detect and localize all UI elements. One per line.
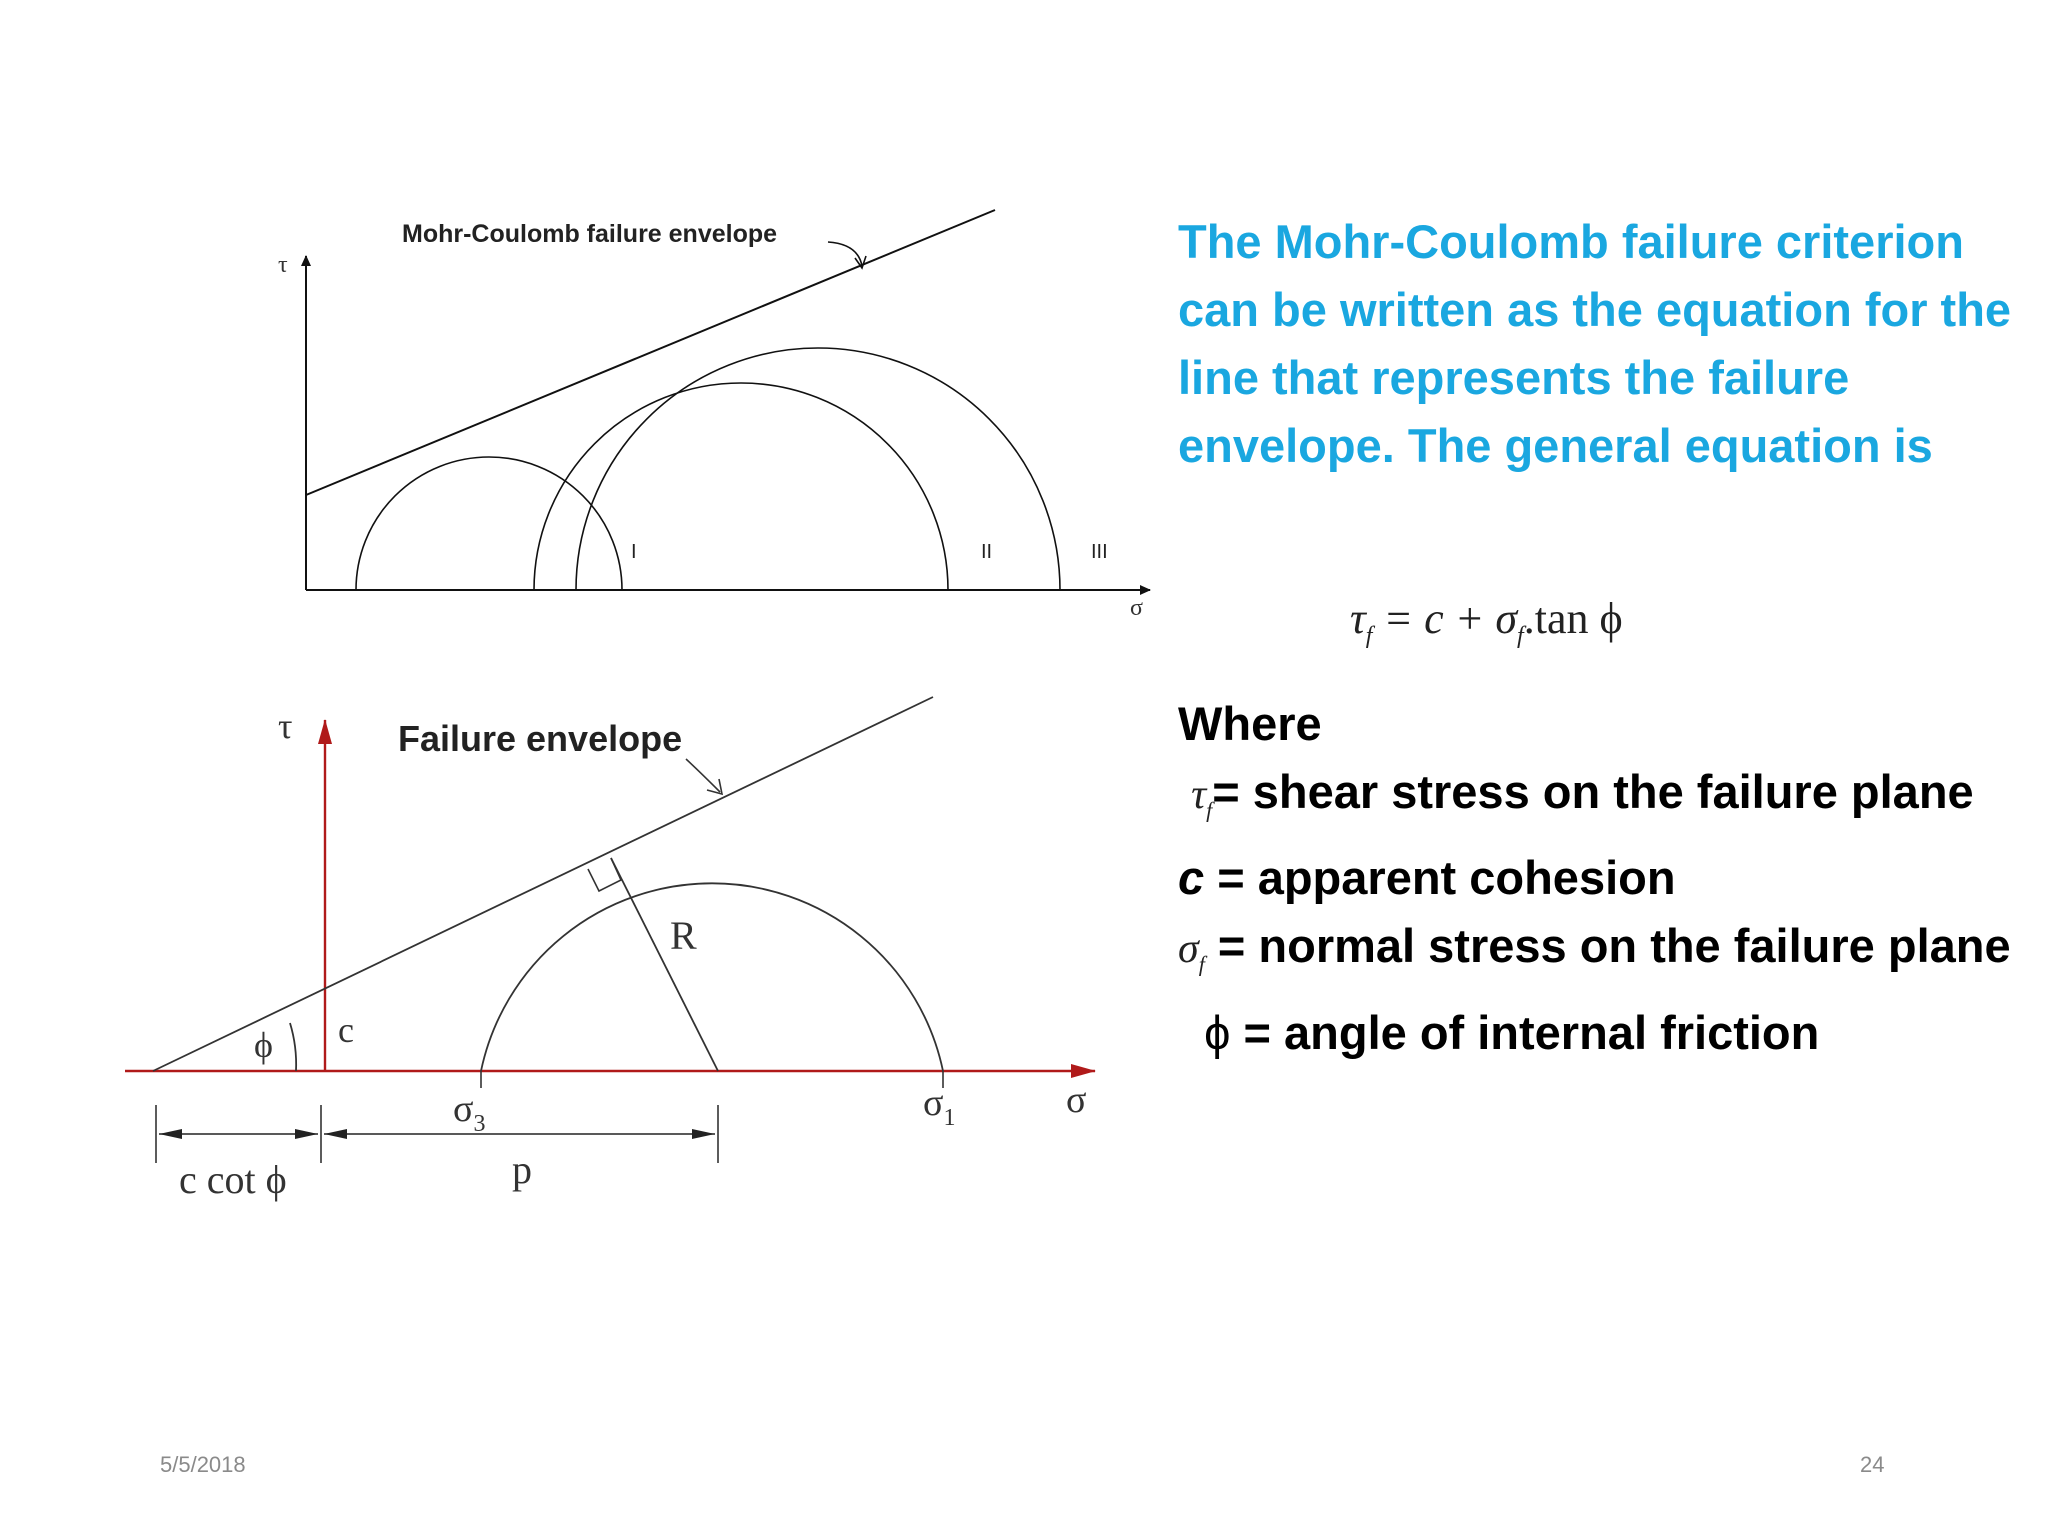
eq-tau: τ <box>1350 594 1366 643</box>
tau-definition: = shear stress on the failure plane <box>1212 765 1974 818</box>
failure-equation <box>1350 593 1623 650</box>
sigma1-label: $\sigma_1$ <box>923 1082 956 1131</box>
circle-label-II: II <box>981 541 993 563</box>
def-phi <box>1178 999 2011 1067</box>
failure-envelope-diagram <box>0 0 1160 1260</box>
sigma-definition: = normal stress on the failure plane <box>1204 919 2011 973</box>
mohr-circle <box>481 883 943 1071</box>
footer-page-number: 24 <box>1860 1452 1885 1477</box>
envelope-label: Mohr-Coulomb failure envelope <box>402 220 778 248</box>
phi-arc <box>290 1023 296 1071</box>
eq-tau-sub: f <box>1365 622 1373 649</box>
tau-symbol: $\tau_f$ <box>1191 772 1213 823</box>
sigma-symbol: $\sigma_f$ <box>1178 926 1205 977</box>
ccot-label: c cot ϕ <box>179 1157 287 1202</box>
circle-label-I: I <box>631 541 637 563</box>
phi-angle-label: ϕ <box>254 1025 273 1065</box>
sigma-axis-label: σ <box>1130 595 1143 621</box>
phi-definition: = angle of internal friction <box>1230 1005 1820 1059</box>
tau-axis-label: τ <box>278 252 288 278</box>
footer-date: 5/5/2018 <box>160 1452 246 1477</box>
phi-symbol: ϕ <box>1204 1005 1231 1059</box>
radius-label: R <box>670 913 697 958</box>
text-panel <box>1178 208 2018 1059</box>
def-c <box>1178 844 2011 912</box>
definitions-list <box>1178 690 2011 1067</box>
eq-sigma: σ <box>1495 594 1518 643</box>
def-sigma <box>1178 912 2011 998</box>
eq-tan-phi: .tan ϕ <box>1523 594 1623 643</box>
sigma-axis-label: σ <box>1066 1079 1087 1121</box>
cohesion-label: c <box>338 1010 354 1050</box>
envelope-pointer <box>686 759 720 792</box>
intro-paragraph: The Mohr-Coulomb failure criterion can be written as the equation for the line that represents the failure envelope. The general equation is <box>1178 215 2012 472</box>
right-angle-marker <box>588 858 621 891</box>
def-tau <box>1178 758 2011 844</box>
eq-c-part: = c + <box>1372 594 1496 643</box>
eq-sigma-sub: f <box>1517 622 1524 649</box>
c-definition: = apparent cohesion <box>1204 851 1676 905</box>
envelope-label: Failure envelope <box>398 718 683 759</box>
sigma3-label: $\sigma_3$ <box>453 1088 486 1137</box>
radius-line <box>611 858 718 1071</box>
circle-label-III: III <box>1091 541 1108 563</box>
tau-axis-label: τ <box>278 706 293 746</box>
where-heading: Where <box>1178 697 1322 750</box>
p-label: p <box>512 1147 532 1192</box>
c-symbol: c <box>1178 851 1205 905</box>
